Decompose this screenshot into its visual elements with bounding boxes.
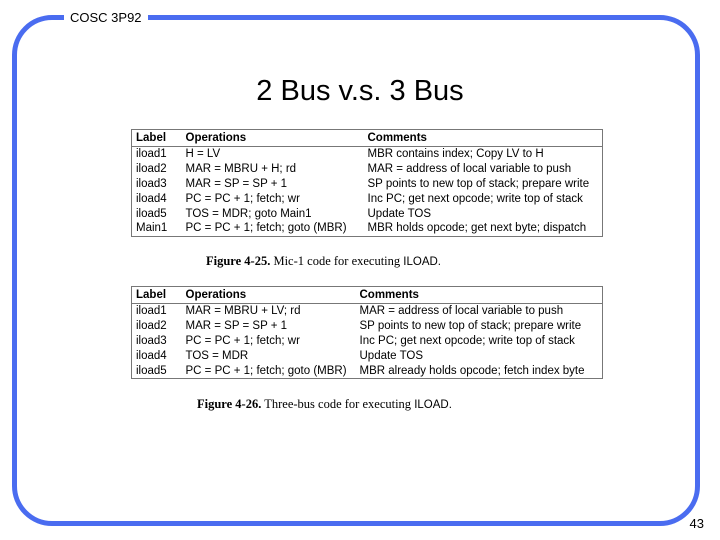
cell-label: iload2 (136, 163, 167, 176)
table-row (132, 177, 603, 192)
course-label: COSC 3P92 (64, 9, 148, 27)
header-comments: Comments (367, 132, 427, 144)
cell-operations: MAR = MBRU + H; rd (185, 163, 297, 176)
cell-label: Main1 (136, 222, 168, 235)
cell-operations: MAR = SP = SP + 1 (185, 177, 288, 190)
cell-comments: Inc PC; get next opcode; write top of stack (367, 192, 583, 205)
slide-title: 2 Bus v.s. 3 Bus (256, 75, 464, 107)
cell-label: iload3 (136, 177, 167, 190)
cell-comments: MAR = address of local variable to push (359, 305, 564, 318)
cell-comments: MBR contains index; Copy LV to H (367, 148, 544, 161)
cell-operations: MAR = MBRU + LV; rd (185, 305, 301, 318)
cell-operations: MAR = SP = SP + 1 (185, 320, 288, 333)
cell-comments: Inc PC; get next opcode; write top of stack (359, 334, 575, 347)
table-row (132, 191, 603, 206)
header-comments: Comments (359, 289, 419, 301)
page-number: 43 (689, 516, 704, 531)
cell-operations: PC = PC + 1; fetch; goto (MBR) (185, 364, 347, 377)
cell-operations: H = LV (185, 148, 221, 161)
table-row (132, 319, 603, 334)
caption-figure-label: Figure 4-25. (206, 254, 271, 268)
table-row (132, 304, 603, 319)
caption-code: ILOAD. (403, 256, 441, 268)
cell-label: iload2 (136, 320, 167, 333)
header-operations: Operations (185, 289, 247, 301)
caption-text: Mic-1 code for executing (273, 254, 401, 268)
cell-operations: PC = PC + 1; fetch; goto (MBR) (185, 222, 347, 235)
cell-label: iload3 (136, 334, 167, 347)
cell-comments: MBR already holds opcode; fetch index byte (359, 364, 585, 377)
cell-comments: MBR holds opcode; get next byte; dispatch (367, 222, 587, 235)
cell-label: iload4 (136, 192, 167, 205)
caption-figure-label: Figure 4-26. (197, 397, 262, 411)
table-row (132, 348, 603, 363)
table-row (132, 221, 603, 236)
table-row (132, 147, 603, 162)
table-row (132, 363, 603, 378)
cell-comments: Update TOS (359, 349, 424, 362)
cell-operations: TOS = MDR; goto Main1 (185, 207, 312, 220)
table-header-row (132, 130, 603, 147)
figure-4-26-caption (197, 397, 452, 412)
cell-operations: PC = PC + 1; fetch; wr (185, 192, 300, 205)
three-bus-code-table (131, 286, 603, 379)
figure-4-25-caption (206, 254, 441, 269)
cell-comments: SP points to new top of stack; prepare write (359, 320, 582, 333)
cell-comments: SP points to new top of stack; prepare write (367, 177, 590, 190)
cell-comments: Update TOS (367, 207, 432, 220)
table-row (132, 334, 603, 349)
cell-label: iload1 (136, 305, 167, 318)
cell-operations: PC = PC + 1; fetch; wr (185, 334, 300, 347)
cell-label: iload4 (136, 349, 167, 362)
cell-operations: TOS = MDR (185, 349, 249, 362)
header-label: Label (136, 132, 167, 144)
cell-label: iload5 (136, 207, 167, 220)
table-row (132, 162, 603, 177)
cell-label: iload5 (136, 364, 167, 377)
header-label: Label (136, 289, 167, 301)
caption-code: ILOAD. (414, 399, 452, 411)
cell-comments: MAR = address of local variable to push (367, 163, 572, 176)
caption-text: Three-bus code for executing (264, 397, 412, 411)
table-row (132, 206, 603, 221)
header-operations: Operations (185, 132, 247, 144)
mic1-code-table (131, 129, 603, 237)
cell-label: iload1 (136, 148, 167, 161)
table-header-row (132, 287, 603, 304)
